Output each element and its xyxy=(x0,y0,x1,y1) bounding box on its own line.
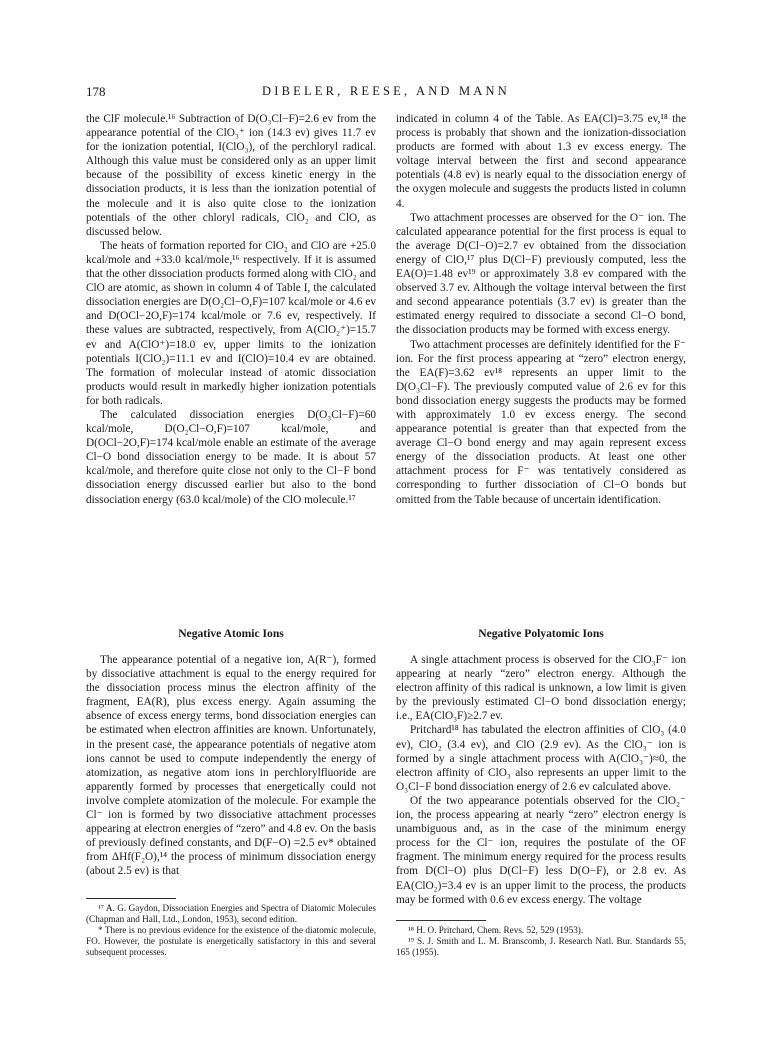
paragraph: A single attachment process is observed for the ClO₃F⁻ ion appearing at nearly “zero” electron energy. Although the electron affinity of this radical is unknown, a low limit is given by the previously estimated Cl−O bond dissociation energy; i.e., EA(ClO₃F)≥2.7 ev. xyxy=(396,654,686,723)
footnote: ¹⁸ H. O. Pritchard, Chem. Revs. 52, 529 (1953). xyxy=(408,925,584,935)
section-heading-negative-polyatomic-ions: Negative Polyatomic Ions xyxy=(478,627,604,640)
paragraph: The calculated dissociation energies D(O₃Cl−F)=60 kcal/mole, D(O₂Cl−O,F)=107 kcal/mole, and D(OCl−2O,F)=174 kcal/mole enable an estimate of the average Cl−O bond dissociation energy to be made. It is about 57 kcal/mole, and therefore quite close not only to the Cl−F bond dissociation energy discussed earlier but also to the bond dissociation energy (63.0 kcal/mole) of the ClO molecule.¹⁷ xyxy=(86,408,376,506)
paragraph: indicated in column 4 of the Table. As EA(Cl)=3.75 ev,¹⁸ the process is probably that shown and the ionization-dissociation products are formed with about 1.3 ev excess energy. The voltage interval between the first and second appearance potentials (4.8 ev) is nearly equal to the dissociation energy of the oxygen molecule and suggests the products listed in column 4. xyxy=(396,113,686,210)
footnote: ¹⁹ S. J. Smith and L. M. Branscomb, J. Research Natl. Bur. Standards 55, 165 (1955). xyxy=(396,936,686,957)
running-title: DIBELER, REESE, AND MANN xyxy=(262,84,510,98)
section-heading-negative-atomic-ions: Negative Atomic Ions xyxy=(178,627,284,640)
paragraph: The heats of formation reported for ClO₂ and ClO are +25.0 kcal/mole and +33.0 kcal/mole,¹⁶ respectively. If it is assumed that the other dissociation products formed along with ClO₂ and ClO are atomic, as shown in column 4 of Table I, the calculated dissociation energies are D(O₂Cl−O,F)=107 kcal/mole or 4.6 ev and D(OCl−2O,F)=174 kcal/mole or 7.6 ev, respectively. If these values are subtracted, respectively, from A(ClO₂⁺)=15.7 ev and A(ClO⁺)=18.0 ev, upper limits to the ionization potentials I(ClO₂)=11.1 ev and I(ClO)=10.4 ev are obtained. The formation of molecular instead of atomic dissociation products would result in markedly higher ionization potentials for both radicals. xyxy=(86,239,376,407)
paragraph: Two attachment processes are observed for the O⁻ ion. The calculated appearance potential for the first process is equal to the average D(Cl−O)=2.7 ev obtained from the dissociation energy of ClO,¹⁷ plus D(Cl−F) previously computed, less the EA(O)=1.48 ev¹⁹ or approximately 3.8 ev compared with the observed 3.7 ev. Although the voltage interval between the first and second appearance potentials (3.7 ev) is greater than the estimated energy required to dissociate a second Cl−O bond, the dissociation products may be formed with excess energy. xyxy=(396,211,686,337)
left-column-top xyxy=(86,112,376,507)
left-column-bottom xyxy=(86,653,376,879)
footnote-divider xyxy=(396,920,486,921)
right-column-top xyxy=(396,112,686,507)
paragraph: the ClF molecule.¹⁶ Subtraction of D(O₃Cl−F)=2.6 ev from the appearance potential of the ClO₃⁺ ion (14.3 ev) gives 11.7 ev for the ionization potential, I(ClO₃), of the perchloryl radical. Although this value must be considered only as an upper limit because of the possibility of excess kinetic energy in the dissociation products, it is less than the ionization potential of the molecule and it is also quite close to the ionization potentials of the other chloryl radicals, ClO₂ and ClO, as discussed below. xyxy=(86,113,376,238)
footnotes-right xyxy=(396,925,686,958)
paragraph: The appearance potential of a negative ion, A(R⁻), formed by dissociative attachment is equal to the energy required for the dissociation process minus the electron affinity of the fragment, EA(R), plus excess energy. Again assuming the absence of excess energy terms, bond dissociation energies can be estimated when electron affinities are known. Unfortunately, in the present case, the appearance potentials of negative atom ions cannot be used to compute independently the energy of atomization, as negative atom ions in perchlorylfluoride are apparently formed by processes that energetically could not involve complete atomization of the molecule. For example the Cl⁻ ion is formed by two dissociative attachment processes appearing at electron energies of “zero” and 4.8 ev. On the basis of previously defined constants, and D(F−O) =2.5 ev* obtained from ΔHf(F₂O),¹⁴ the process of minimum dissociation energy (about 2.5 ev) is that xyxy=(86,654,376,878)
paragraph: Of the two appearance potentials observed for the ClO₂⁻ ion, the process appearing at nearly “zero” electron energy is unambiguous and, as in the case of the minimum energy process for the Cl⁻ ion, requires the postulate of the OF fragment. The minimum energy required for the process results from D(Cl−O) plus D(Cl−F) less D(O−F), or 2.8 ev. As EA(ClO₂)=3.4 ev is an upper limit to the process, the products may be formed with 0.6 ev excess energy. The voltage xyxy=(396,794,686,906)
footnote: ¹⁷ A. G. Gaydon, Dissociation Energies and Spectra of Diatomic Molecules (Chapman and Hall, Ltd., London, 1953), second edition. xyxy=(86,903,376,924)
right-column-bottom xyxy=(396,653,686,907)
footnote: * There is no previous evidence for the existence of the diatomic molecule, FO. However, the postulate is energetically satisfactory in this and several subsequent processes. xyxy=(86,925,376,957)
footnotes-left xyxy=(86,903,376,958)
page-header xyxy=(86,84,686,100)
footnote-divider xyxy=(86,898,176,899)
page-number: 178 xyxy=(86,84,106,99)
paragraph: Two attachment processes are definitely identified for the F⁻ ion. For the first process appearing at “zero” electron energy, the EA(F)=3.62 ev¹⁸ represents an upper limit to the D(O₃Cl−F). The previously computed value of 2.6 ev for this bond dissociation energy suggests the products may be formed with approximately 1.0 ev excess energy. The second appearance potential is greater than that expected from the average Cl−O bond energy and may again represent excess energy of the dissociation products. At least one other attachment process for F⁻ was tentatively considered as corresponding to further dissociation of Cl−O bonds but omitted from the Table because of uncertain identification. xyxy=(396,338,686,506)
paragraph: Pritchard¹⁸ has tabulated the electron affinities of ClO₃ (4.0 ev), ClO₂ (3.4 ev), and ClO (2.9 ev). As the ClO₃⁻ ion is formed by a single attachment process with A(ClO₃⁻)≈0, the electron affinity of ClO₃ also represents an upper limit to the O₃Cl−F bond dissociation energy of 2.6 ev calculated above. xyxy=(396,724,686,793)
